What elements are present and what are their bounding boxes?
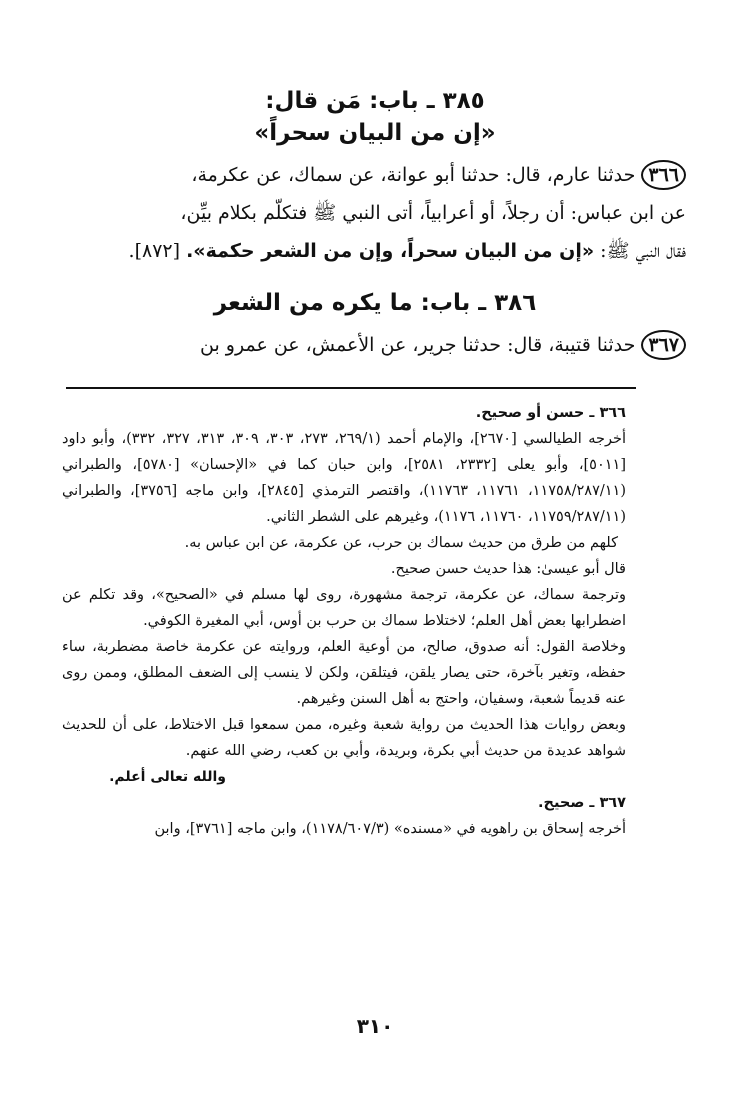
hadith-366-reference: [٨٧٢].: [128, 240, 181, 262]
closing-phrase: والله تعالى أعلم.: [109, 769, 226, 785]
note-366-paragraph-2: كلهم من طرق من حديث سماك بن حرب، عن عكرمة، عن ابن عباس به.: [184, 535, 618, 551]
hadith-366-text-1: حدثنا عارم، قال: حدثنا أبو عوانة، عن سماك، عن عكرمة،: [191, 164, 636, 186]
hadith-366: [62, 156, 686, 270]
note-367-paragraph-1: أخرجه إسحاق بن راهويه في «مسنده» (١١٧٨/٦٠٧/٣)، وابن ماجه [٣٧٦١]، وابن: [154, 821, 626, 837]
footnotes: [62, 400, 626, 842]
hadith-number-badge: ٣٦٧: [641, 330, 686, 360]
page-number: ٣١٠: [356, 1014, 394, 1038]
hadith-366-line-3: [62, 232, 686, 270]
hadith-366-quote: «إن من البيان سحراً، وإن من الشعر حكمة».: [186, 240, 595, 262]
hadith-367: [62, 326, 686, 364]
hadith-366-line-1: [62, 156, 686, 194]
note-366-paragraph-5: وخلاصة القول: أنه صدوق، صالح، من أوعية العلم، وروايته عن عكرمة خاصة مضطربة، ساء حفظه، وتغير بآخرة، حتى يصار يلقن، فيتلقن، ولكن لا ينسب إلى الضعف المطلق، وممن روى عنه قديماً شعبة، وسفيان، واحتج به أهل السنن وغيرهم.: [62, 639, 626, 707]
note-366-paragraph-6: وبعض روايات هذا الحديث من رواية شعبة وغيره، ممن سمعوا قبل الاختلاط، على أن للحديث شواهد عديدة من حديث أبي بكرة، وبريدة، وأبي بن كعب، رضي الله عنهم.: [62, 717, 626, 759]
chapter-385-subtitle: «إن من البيان سحراً»: [254, 120, 496, 146]
chapter-385-title: ٣٨٥ ـ باب: مَن قال:: [265, 88, 485, 114]
hadith-367-text-1: حدثنا قتيبة، قال: حدثنا جرير، عن الأعمش، عن عمرو بن: [200, 334, 636, 356]
hadith-366-line-2: عن ابن عباس: أن رجلاً، أو أعرابياً، أتى النبي ﷺ فتكلّم بكلام بيِّن،: [180, 202, 686, 224]
chapter-386-title: ٣٨٦ ـ باب: ما يكره من الشعر: [213, 290, 537, 316]
footnote-divider: [66, 387, 636, 389]
hadith-number-badge: ٣٦٦: [641, 160, 686, 190]
hadith-366-text-3: فقال النبي ﷺ:: [600, 240, 686, 262]
note-366-paragraph-4: وترجمة سماك، عن عكرمة، ترجمة مشهورة، روى لها مسلم في «الصحيح»، وقد تكلم عن اضطرابها بعض أهل العلم؛ لاختلاط سماك بن حرب بن أوس، أبي المغيرة الكوفي.: [62, 587, 626, 629]
note-366-label: ٣٦٦ ـ حسن أو صحيح.: [475, 405, 626, 421]
note-367-label: ٣٦٧ ـ صحيح.: [538, 795, 626, 811]
note-366-paragraph-3: قال أبو عيسىٰ: هذا حديث حسن صحيح.: [390, 561, 626, 577]
note-366-paragraph-1: أخرجه الطيالسي [٢٦٧٠]، والإمام أحمد (٢٦٩/١، ٢٧٣، ٣٠٣، ٣٠٩، ٣١٣، ٣٢٧، ٣٣٢)، وأبو داود [٥٠١١]، وأبو يعلى [٢٣٣٢، ٢٥٨١]، وابن حبان كما في «الإحسان» [٥٧٨٠]، والطبراني (١١٧٥٨/٢٨٧/١١، ١١٧٦١، ١١٧٦٣)، واقتصر الترمذي [٢٨٤٥]، وابن ماجه [٣٧٥٦]، والطبراني (١١٧٥٩/٢٨٧/١١، ١١٧٦٠، ١١٧٦)، وغيرهم على الشطر الثاني.: [62, 431, 626, 525]
hadith-367-line-1: [62, 326, 686, 364]
